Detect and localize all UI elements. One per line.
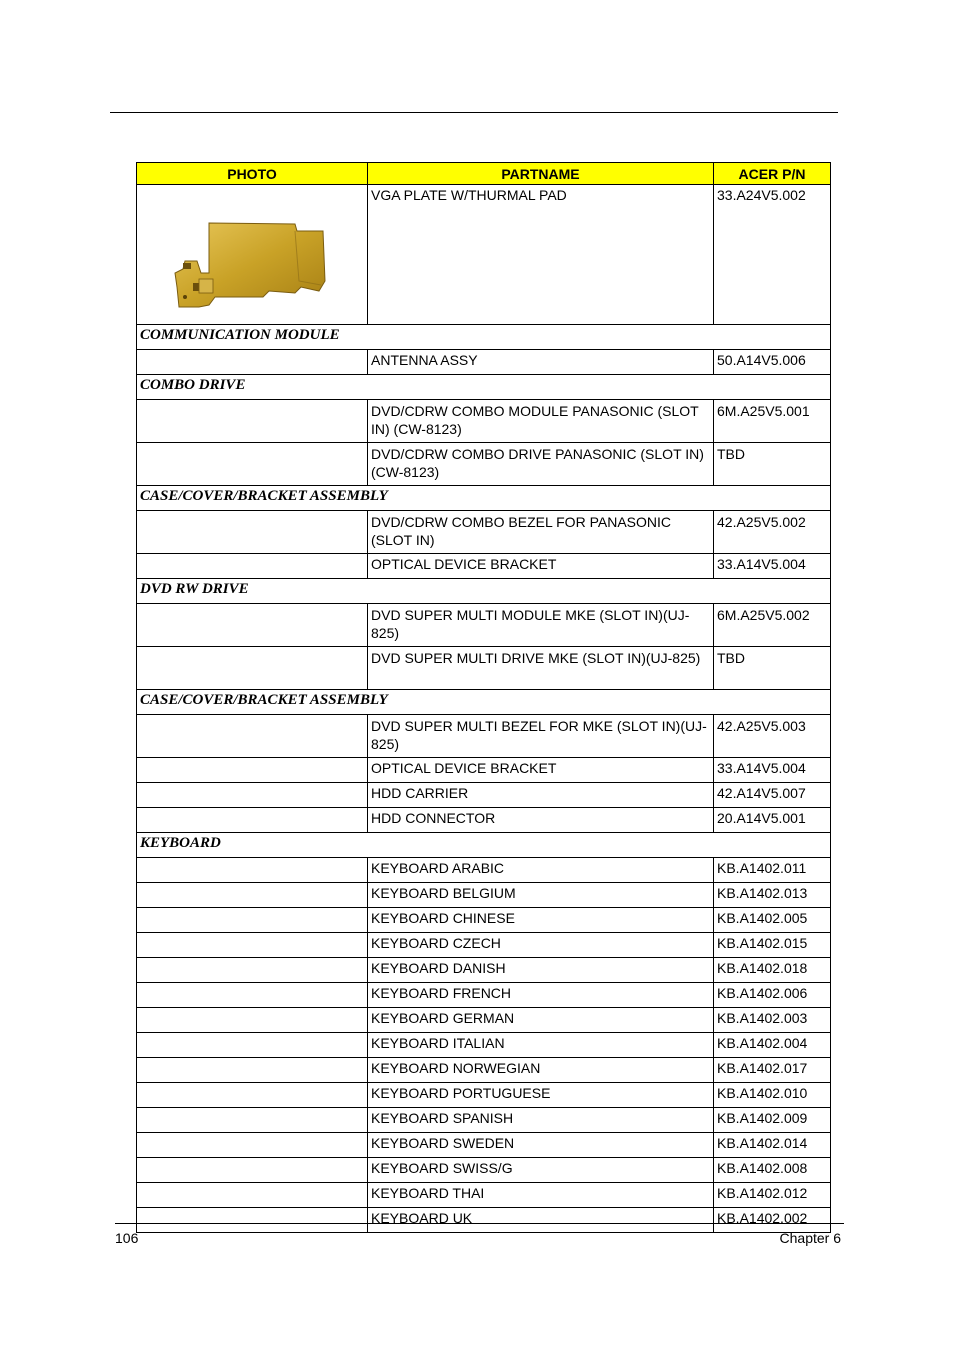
part-name-cell: KEYBOARD ARABIC [368, 858, 714, 883]
photo-cell [137, 983, 368, 1008]
part-name-cell: DVD SUPER MULTI BEZEL FOR MKE (SLOT IN)(UJ-825) [368, 715, 714, 758]
chapter-label: Chapter 6 [779, 1230, 841, 1246]
photo-cell [137, 647, 368, 690]
table-row [137, 1208, 831, 1233]
table-row [137, 1033, 831, 1058]
photo-cell [137, 908, 368, 933]
table-row [137, 1008, 831, 1033]
table-row [137, 983, 831, 1008]
part-number-cell: 50.A14V5.006 [714, 350, 831, 375]
part-name-cell: KEYBOARD CZECH [368, 933, 714, 958]
part-number-cell: KB.A1402.013 [714, 883, 831, 908]
table-row [137, 554, 831, 579]
part-name-cell: DVD/CDRW COMBO MODULE PANASONIC (SLOT IN) (CW-8123) [368, 400, 714, 443]
table-row [137, 400, 831, 443]
photo-cell [137, 604, 368, 647]
part-name-cell: DVD SUPER MULTI DRIVE MKE (SLOT IN)(UJ-825) [368, 647, 714, 690]
table-row [137, 1158, 831, 1183]
part-number-cell: 33.A14V5.004 [714, 758, 831, 783]
part-number-cell: KB.A1402.008 [714, 1158, 831, 1183]
photo-cell [137, 808, 368, 833]
part-name-cell: KEYBOARD SWISS/G [368, 1158, 714, 1183]
part-name-cell: KEYBOARD SPANISH [368, 1108, 714, 1133]
section-heading: COMMUNICATION MODULE [137, 325, 831, 350]
table-row [137, 783, 831, 808]
table-row [137, 908, 831, 933]
part-number-cell: KB.A1402.009 [714, 1108, 831, 1133]
part-name-cell: KEYBOARD THAI [368, 1183, 714, 1208]
table-row [137, 883, 831, 908]
parts-table [136, 162, 831, 1233]
part-name-cell: KEYBOARD SWEDEN [368, 1133, 714, 1158]
table-row [137, 1058, 831, 1083]
part-number-cell: KB.A1402.012 [714, 1183, 831, 1208]
photo-cell [137, 185, 368, 325]
table-row [137, 185, 831, 325]
header-rule [110, 112, 838, 113]
photo-cell [137, 443, 368, 486]
part-name-cell: KEYBOARD FRENCH [368, 983, 714, 1008]
photo-cell [137, 1183, 368, 1208]
table-row [137, 715, 831, 758]
part-name-cell: KEYBOARD DANISH [368, 958, 714, 983]
photo-cell [137, 1108, 368, 1133]
photo-cell [137, 400, 368, 443]
photo-cell [137, 1083, 368, 1108]
part-number-cell: TBD [714, 443, 831, 486]
part-number-cell: 42.A25V5.003 [714, 715, 831, 758]
section-heading: COMBO DRIVE [137, 375, 831, 400]
photo-cell [137, 1008, 368, 1033]
page-number: 106 [115, 1230, 139, 1246]
table-row [137, 858, 831, 883]
photo-cell [137, 554, 368, 579]
photo-cell [137, 883, 368, 908]
part-name-cell: KEYBOARD UK [368, 1208, 714, 1233]
part-number-cell: KB.A1402.004 [714, 1033, 831, 1058]
photo-cell [137, 958, 368, 983]
part-name-cell: DVD/CDRW COMBO BEZEL FOR PANASONIC (SLOT IN) [368, 511, 714, 554]
part-name-cell: DVD SUPER MULTI MODULE MKE (SLOT IN)(UJ-825) [368, 604, 714, 647]
table-row [137, 1083, 831, 1108]
part-number-cell: 6M.A25V5.002 [714, 604, 831, 647]
photo-cell [137, 715, 368, 758]
part-name-cell: OPTICAL DEVICE BRACKET [368, 554, 714, 579]
part-number-cell: KB.A1402.018 [714, 958, 831, 983]
photo-cell [137, 1208, 368, 1233]
photo-cell [137, 1133, 368, 1158]
table-row [137, 443, 831, 486]
part-number-cell: 33.A24V5.002 [714, 185, 831, 325]
table-row [137, 758, 831, 783]
photo-cell [137, 511, 368, 554]
part-name-cell: KEYBOARD PORTUGUESE [368, 1083, 714, 1108]
part-name-cell: DVD/CDRW COMBO DRIVE PANASONIC (SLOT IN) (CW-8123) [368, 443, 714, 486]
part-name-cell: KEYBOARD BELGIUM [368, 883, 714, 908]
photo-cell [137, 933, 368, 958]
table-row [137, 933, 831, 958]
partname-column-header: PARTNAME [368, 163, 714, 185]
part-number-cell: KB.A1402.015 [714, 933, 831, 958]
part-number-cell: 6M.A25V5.001 [714, 400, 831, 443]
part-number-cell: 42.A25V5.002 [714, 511, 831, 554]
part-name-cell: KEYBOARD CHINESE [368, 908, 714, 933]
footer-rule [115, 1223, 844, 1224]
table-header-row [137, 163, 831, 185]
section-row [137, 325, 831, 350]
table-row [137, 604, 831, 647]
table-row [137, 511, 831, 554]
photo-cell [137, 1058, 368, 1083]
part-number-cell: TBD [714, 647, 831, 690]
part-number-cell: KB.A1402.010 [714, 1083, 831, 1108]
photo-cell [137, 783, 368, 808]
table-row [137, 1108, 831, 1133]
part-number-cell: KB.A1402.006 [714, 983, 831, 1008]
acer-pn-column-header: ACER P/N [714, 163, 831, 185]
section-heading: CASE/COVER/BRACKET ASSEMBLY [137, 486, 831, 511]
vga-plate-photo [171, 221, 331, 311]
part-name-cell: OPTICAL DEVICE BRACKET [368, 758, 714, 783]
part-number-cell: KB.A1402.003 [714, 1008, 831, 1033]
part-name-cell: KEYBOARD GERMAN [368, 1008, 714, 1033]
part-name-cell: KEYBOARD NORWEGIAN [368, 1058, 714, 1083]
section-heading: CASE/COVER/BRACKET ASSEMBLY [137, 690, 831, 715]
photo-cell [137, 858, 368, 883]
part-number-cell: KB.A1402.014 [714, 1133, 831, 1158]
part-name-cell: HDD CARRIER [368, 783, 714, 808]
photo-cell [137, 758, 368, 783]
part-number-cell: 42.A14V5.007 [714, 783, 831, 808]
part-number-cell: 20.A14V5.001 [714, 808, 831, 833]
table-row [137, 1133, 831, 1158]
table-row [137, 808, 831, 833]
table-row [137, 350, 831, 375]
part-name-cell: HDD CONNECTOR [368, 808, 714, 833]
section-row [137, 690, 831, 715]
part-number-cell: KB.A1402.005 [714, 908, 831, 933]
photo-cell [137, 1033, 368, 1058]
section-row [137, 375, 831, 400]
section-heading: DVD RW DRIVE [137, 579, 831, 604]
section-row [137, 579, 831, 604]
part-number-cell: KB.A1402.002 [714, 1208, 831, 1233]
section-heading: KEYBOARD [137, 833, 831, 858]
part-name-cell: ANTENNA ASSY [368, 350, 714, 375]
part-name-cell: KEYBOARD ITALIAN [368, 1033, 714, 1058]
table-row [137, 1183, 831, 1208]
section-row [137, 833, 831, 858]
photo-cell [137, 1158, 368, 1183]
section-row [137, 486, 831, 511]
table-row [137, 647, 831, 690]
part-number-cell: KB.A1402.011 [714, 858, 831, 883]
table-row [137, 958, 831, 983]
part-number-cell: 33.A14V5.004 [714, 554, 831, 579]
photo-column-header: PHOTO [137, 163, 368, 185]
part-number-cell: KB.A1402.017 [714, 1058, 831, 1083]
part-name-cell: VGA PLATE W/THURMAL PAD [368, 185, 714, 325]
photo-cell [137, 350, 368, 375]
